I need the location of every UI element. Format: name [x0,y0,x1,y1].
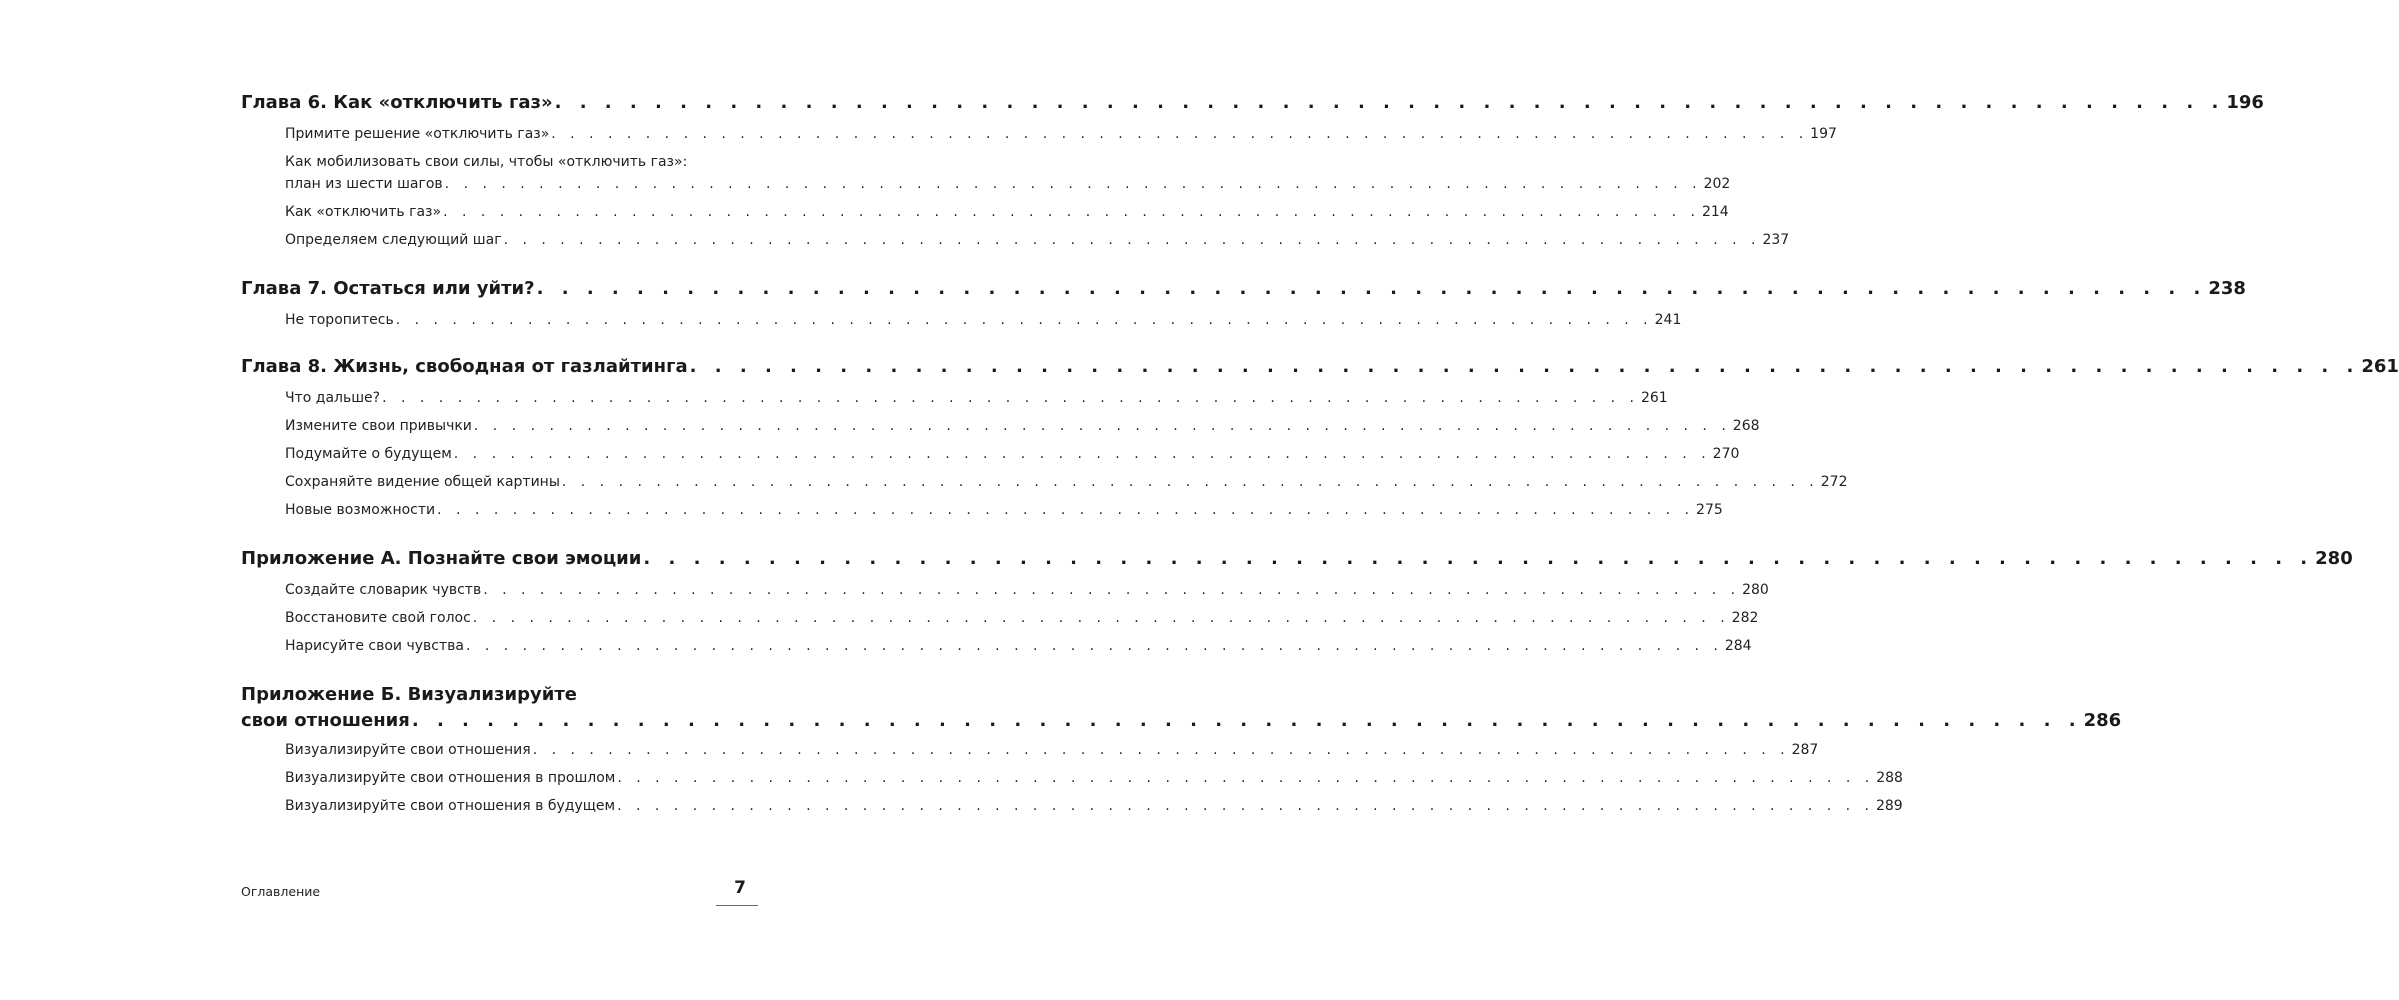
dot-leader: . . . . . . . . . . . . . . . . . . . . . . . . . . . . . . . . . . . . . . . . . . . . . . . . . . . . . . . . . . . . . . . . . . . [532,742,1790,758]
dot-leader: . . . . . . . . . . . . . . . . . . . . . . . . . . . . . . . . . . . . . . . . . . . . . . . . . . . . . . . . . . . . . . . . . . . [472,610,1730,626]
dot-leader: . . . . . . . . . . . . . . . . . . . . . . . . . . . . . . . . . . . . . . . . . . . . . . . . . . . . . . . . . . . . . . . . . . . [503,232,1761,248]
section-page-number: 197 [1810,126,1837,142]
dot-leader: . . . . . . . . . . . . . . . . . . . . . . . . . . . . . . . . . . . . . . . . . . . . . . . . . . . . . . . . . . . . . . . . . . . [554,92,2225,113]
toc-section[interactable] [285,638,1752,654]
section-page-number: 214 [1701,204,1729,220]
toc-section[interactable] [285,610,1759,626]
page-number-rule [716,905,758,906]
section-title: Создайте словарик чувств [285,582,482,598]
section-page-number: 280 [1742,582,1769,598]
dot-leader: . . . . . . . . . . . . . . . . . . . . . . . . . . . . . . . . . . . . . . . . . . . . . . . . . . . . . . . . . . . . . . . . . . . [617,770,1875,786]
section-title: Как «отключить газ» [285,204,442,220]
chapter-page-number: 196 [2226,92,2264,113]
dot-leader: . . . . . . . . . . . . . . . . . . . . . . . . . . . . . . . . . . . . . . . . . . . . . . . . . . . . . . . . . . . . . . . . . . . [689,356,2360,377]
toc-section[interactable] [285,232,1790,248]
section-page-number: 237 [1762,232,1790,248]
section-title: Примите решение «отключить газ» [285,126,550,142]
dot-leader: . . . . . . . . . . . . . . . . . . . . . . . . . . . . . . . . . . . . . . . . . . . . . . . . . . . . . . . . . . . . . . . . . . . [444,176,1702,192]
toc-appendix-a[interactable] [241,548,2353,569]
chapter-title: Глава 7. Остаться или уйти? [241,278,535,299]
toc-section[interactable] [285,770,1903,786]
chapter-title: Глава 8. Жизнь, свободная от газлайтинга [241,356,688,377]
chapter-title-first-line: Приложение Б. Визуализируйте [241,684,577,705]
section-page-number: 270 [1712,446,1740,462]
dot-leader: . . . . . . . . . . . . . . . . . . . . . . . . . . . . . . . . . . . . . . . . . . . . . . . . . . . . . . . . . . . . . . . . . . . [643,548,2314,569]
toc-section[interactable] [285,204,1729,220]
section-page-number: 275 [1696,502,1723,518]
chapter-page-number: 238 [2208,278,2246,299]
section-title: Восстановите свой голос [285,610,471,626]
section-title: план из шести шагов [285,176,443,192]
section-page-number: 268 [1732,418,1760,434]
page-number: 7 [734,878,746,898]
section-title: Новые возможности [285,502,436,518]
dot-leader: . . . . . . . . . . . . . . . . . . . . . . . . . . . . . . . . . . . . . . . . . . . . . . . . . . . . . . . . . . . . . . . . . . . [411,710,2082,731]
toc-section[interactable] [285,418,1760,434]
section-title: Не торопитесь [285,312,394,328]
toc-section[interactable] [285,798,1903,814]
section-page-number: 261 [1640,390,1668,406]
section-title: Визуализируйте свои отношения в прошлом [285,770,616,786]
running-footer-label: Оглавление [241,884,321,899]
chapter-page-number: 280 [2315,548,2353,569]
toc-chapter-7[interactable] [241,278,2246,299]
chapter-page-number: 261 [2361,356,2399,377]
section-page-number: 289 [1875,798,1903,814]
toc-section[interactable] [285,502,1723,518]
toc-section[interactable] [285,582,1769,598]
toc-section[interactable] [285,312,1682,328]
section-title: Визуализируйте свои отношения в будущем [285,798,616,814]
chapter-page-number: 286 [2083,710,2122,731]
dot-leader: . . . . . . . . . . . . . . . . . . . . . . . . . . . . . . . . . . . . . . . . . . . . . . . . . . . . . . . . . . . . . . . . . . . [536,278,2207,299]
toc-section[interactable] [285,446,1740,462]
toc-section[interactable] [285,742,1819,758]
section-title: Определяем следующий шаг [285,232,502,248]
toc-chapter-8[interactable] [241,356,2399,377]
section-title: Сохраняйте видение общей картины [285,474,560,490]
dot-leader: . . . . . . . . . . . . . . . . . . . . . . . . . . . . . . . . . . . . . . . . . . . . . . . . . . . . . . . . . . . . . . . . . . . [443,204,1700,220]
dot-leader: . . . . . . . . . . . . . . . . . . . . . . . . . . . . . . . . . . . . . . . . . . . . . . . . . . . . . . . . . . . . . . . . . . . [437,502,1695,518]
section-title: Нарисуйте свои чувства [285,638,464,654]
toc-section[interactable] [285,474,1848,490]
section-title-first-line: Как мобилизовать свои силы, чтобы «отключить газ»: [285,154,688,170]
section-page-number: 282 [1731,610,1759,626]
section-page-number: 202 [1703,176,1731,192]
dot-leader: . . . . . . . . . . . . . . . . . . . . . . . . . . . . . . . . . . . . . . . . . . . . . . . . . . . . . . . . . . . . . . . . . . . [465,638,1723,654]
dot-leader: . . . . . . . . . . . . . . . . . . . . . . . . . . . . . . . . . . . . . . . . . . . . . . . . . . . . . . . . . . . . . . . . . . . [473,418,1731,434]
section-page-number: 287 [1791,742,1819,758]
toc-appendix-b[interactable] [241,710,2122,731]
toc-appendix-b-line1[interactable] [241,684,577,705]
section-page-number: 288 [1876,770,1903,786]
section-title: Что дальше? [285,390,381,406]
toc-section-line1[interactable] [285,154,750,170]
section-page-number: 284 [1724,638,1752,654]
section-title: Визуализируйте свои отношения [285,742,531,758]
dot-leader: . . . . . . . . . . . . . . . . . . . . . . . . . . . . . . . . . . . . . . . . . . . . . . . . . . . . . . . . . . . . . . . . . . . [395,312,1653,328]
section-title: Измените свои привычки [285,418,472,434]
dot-leader: . . . . . . . . . . . . . . . . . . . . . . . . . . . . . . . . . . . . . . . . . . . . . . . . . . . . . . . . . . . . . . . . . . . [617,798,1874,814]
dot-leader: . . . . . . . . . . . . . . . . . . . . . . . . . . . . . . . . . . . . . . . . . . . . . . . . . . . . . . . . . . . . . . . . . . . [561,474,1819,490]
section-page-number: 241 [1654,312,1682,328]
section-page-number: 272 [1820,474,1848,490]
chapter-title: Глава 6. Как «отключить газ» [241,92,553,113]
dot-leader: . . . . . . . . . . . . . . . . . . . . . . . . . . . . . . . . . . . . . . . . . . . . . . . . . . . . . . . . . . . . . . . . . . . [453,446,1711,462]
chapter-title: свои отношения [241,710,410,731]
toc-section[interactable] [285,390,1668,406]
section-title: Подумайте о будущем [285,446,452,462]
toc-chapter-6[interactable] [241,92,2264,113]
dot-leader: . . . . . . . . . . . . . . . . . . . . . . . . . . . . . . . . . . . . . . . . . . . . . . . . . . . . . . . . . . . . . . . . . . . [551,126,1809,142]
dot-leader: . . . . . . . . . . . . . . . . . . . . . . . . . . . . . . . . . . . . . . . . . . . . . . . . . . . . . . . . . . . . . . . . . . . [382,390,1639,406]
dot-leader: . . . . . . . . . . . . . . . . . . . . . . . . . . . . . . . . . . . . . . . . . . . . . . . . . . . . . . . . . . . . . . . . . . . [483,582,1741,598]
toc-section[interactable] [285,126,1837,142]
toc-section[interactable] [285,176,1731,192]
chapter-title: Приложение А. Познайте свои эмоции [241,548,642,569]
